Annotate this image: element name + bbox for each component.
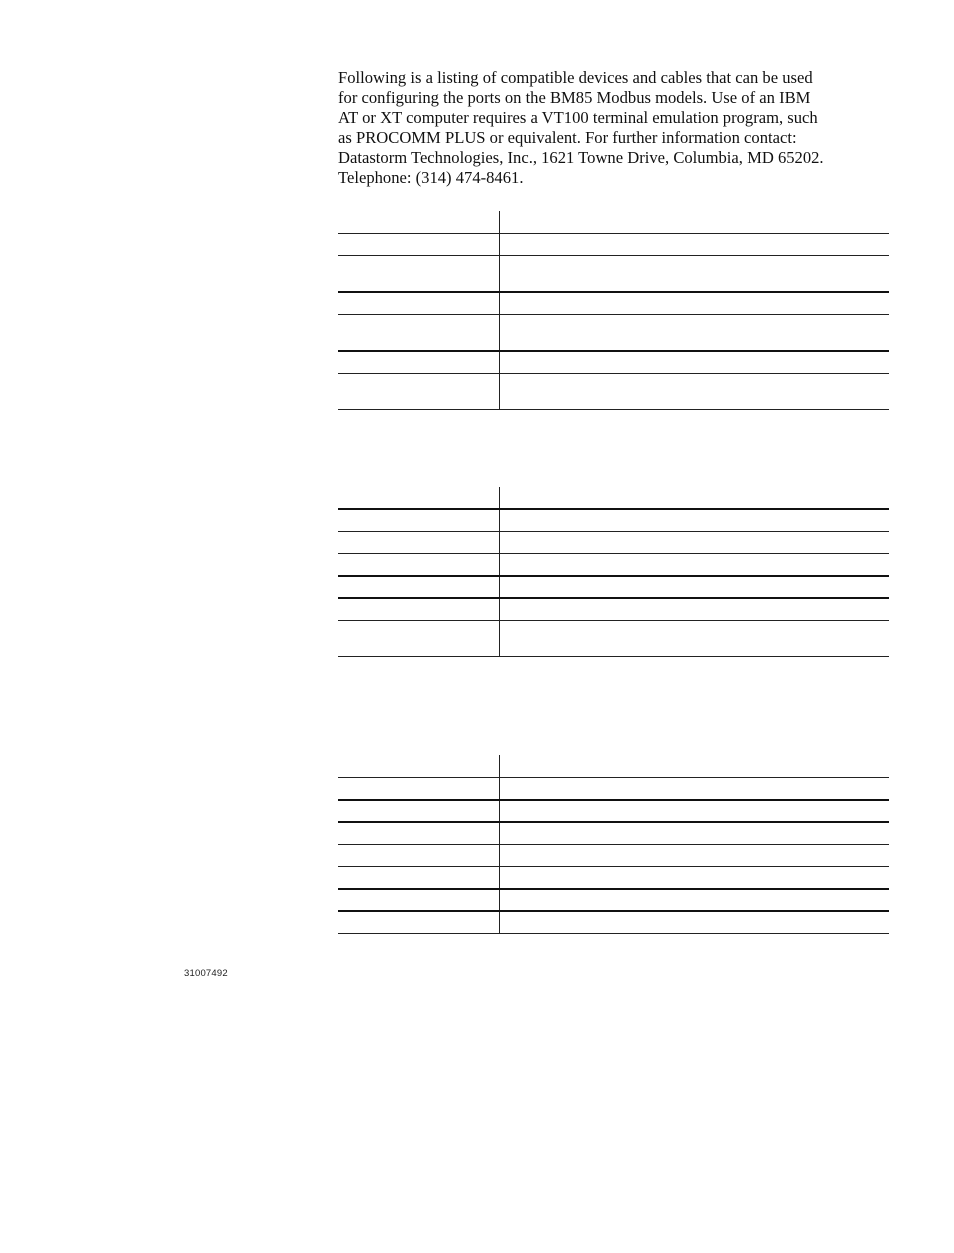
- table-row: [338, 293, 889, 315]
- table-row: [338, 867, 889, 890]
- compatible-devices-table-2: [338, 487, 889, 657]
- table-header-row: [338, 211, 889, 234]
- table-row: [338, 554, 889, 577]
- table-row: [338, 532, 889, 554]
- table-row: [338, 823, 889, 845]
- compatible-cables-table: [338, 755, 889, 934]
- table-row: [338, 374, 889, 410]
- table-row: [338, 890, 889, 912]
- table-row: [338, 234, 889, 256]
- table-row: [338, 845, 889, 867]
- table-row: [338, 315, 889, 352]
- table-row: [338, 912, 889, 934]
- table-row: [338, 577, 889, 599]
- table-row: [338, 801, 889, 823]
- table-row: [338, 778, 889, 801]
- table-row: [338, 621, 889, 657]
- table-header-row: [338, 487, 889, 510]
- table-row: [338, 510, 889, 532]
- intro-paragraph: Following is a listing of compatible devices and cables that can be used for configuring the ports on the BM85 Modbus models. Use of an IBM AT or XT computer requires a VT100 terminal emulation program, such as PROCOMM PLUS or equivalent. For further information contact: Datastorm Technologies, Inc., 1621 Towne Drive, Columbia, MD 65202. Telephone: (314) 474-8461.: [338, 68, 824, 187]
- table-row: [338, 256, 889, 293]
- table-row: [338, 352, 889, 374]
- table-row: [338, 599, 889, 621]
- document-number: 31007492: [184, 968, 228, 979]
- table-header-row: [338, 755, 889, 778]
- compatible-devices-table-1: [338, 211, 889, 410]
